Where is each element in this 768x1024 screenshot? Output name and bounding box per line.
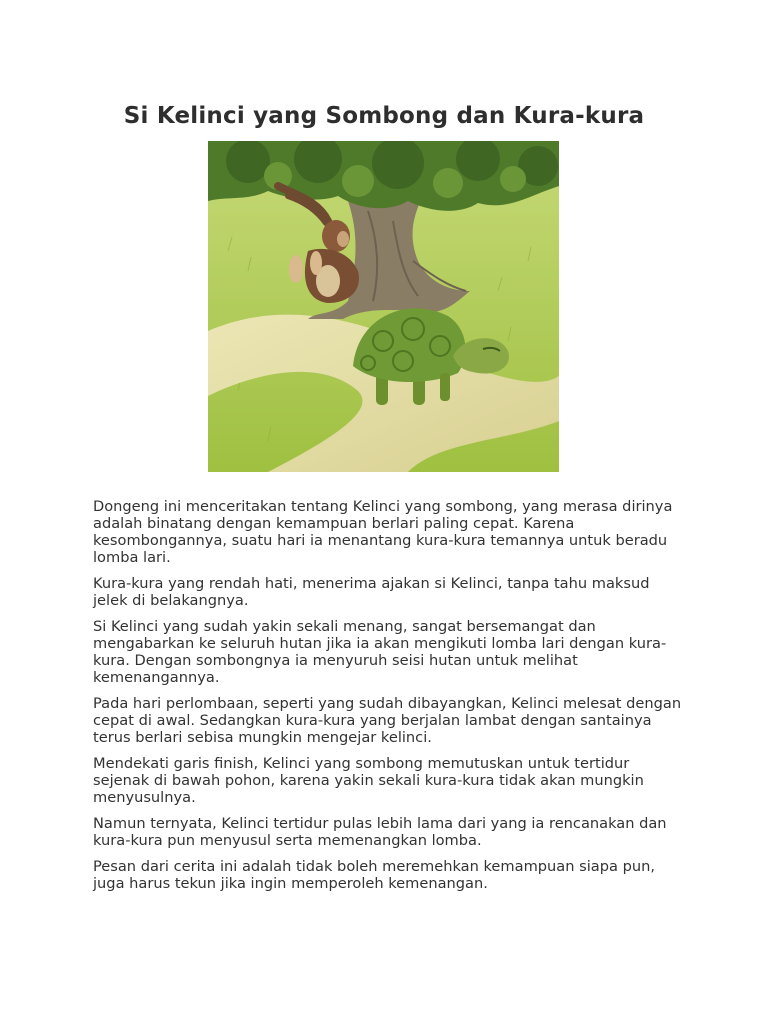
page-title: Si Kelinci yang Sombong dan Kura-kura <box>123 103 645 129</box>
paragraph: Dongeng ini menceritakan tentang Kelinci yang sombong, yang merasa dirinya adalah binatang dengan kemampuan berlari paling cepat. Karena kesombongannya, suatu hari ia menantang kura-kura temannya untuk beradu lomba lari. <box>93 498 673 566</box>
paragraph: Pada hari perlombaan, seperti yang sudah dibayangkan, Kelinci melesat dengan cepat di awal. Sedangkan kura-kura yang berjalan lambat dengan santainya terus berlari sebisa mungkin mengejar kelinci. <box>93 695 682 746</box>
story-body <box>93 498 683 901</box>
story-illustration <box>208 141 559 472</box>
paragraph: Kura-kura yang rendah hati, menerima ajakan si Kelinci, tanpa tahu maksud jelek di belakangnya. <box>93 575 650 609</box>
paragraph: Si Kelinci yang sudah yakin sekali menang, sangat bersemangat dan mengabarkan ke seluruh hutan jika ia akan mengikuti lomba lari dengan kura-kura. Dengan sombongnya ia menyuruh seisi hutan untuk melihat kemenangannya. <box>93 618 667 686</box>
paragraph: Mendekati garis finish, Kelinci yang sombong memutuskan untuk tertidur sejenak di bawah pohon, karena yakin sekali kura-kura tidak akan mungkin menyusulnya. <box>93 755 644 806</box>
paragraph: Namun ternyata, Kelinci tertidur pulas lebih lama dari yang ia rencanakan dan kura-kura pun menyusul serta memenangkan lomba. <box>93 815 667 849</box>
paragraph: Pesan dari cerita ini adalah tidak boleh meremehkan kemampuan siapa pun, juga harus tekun jika ingin memperoleh kemenangan. <box>93 858 655 892</box>
